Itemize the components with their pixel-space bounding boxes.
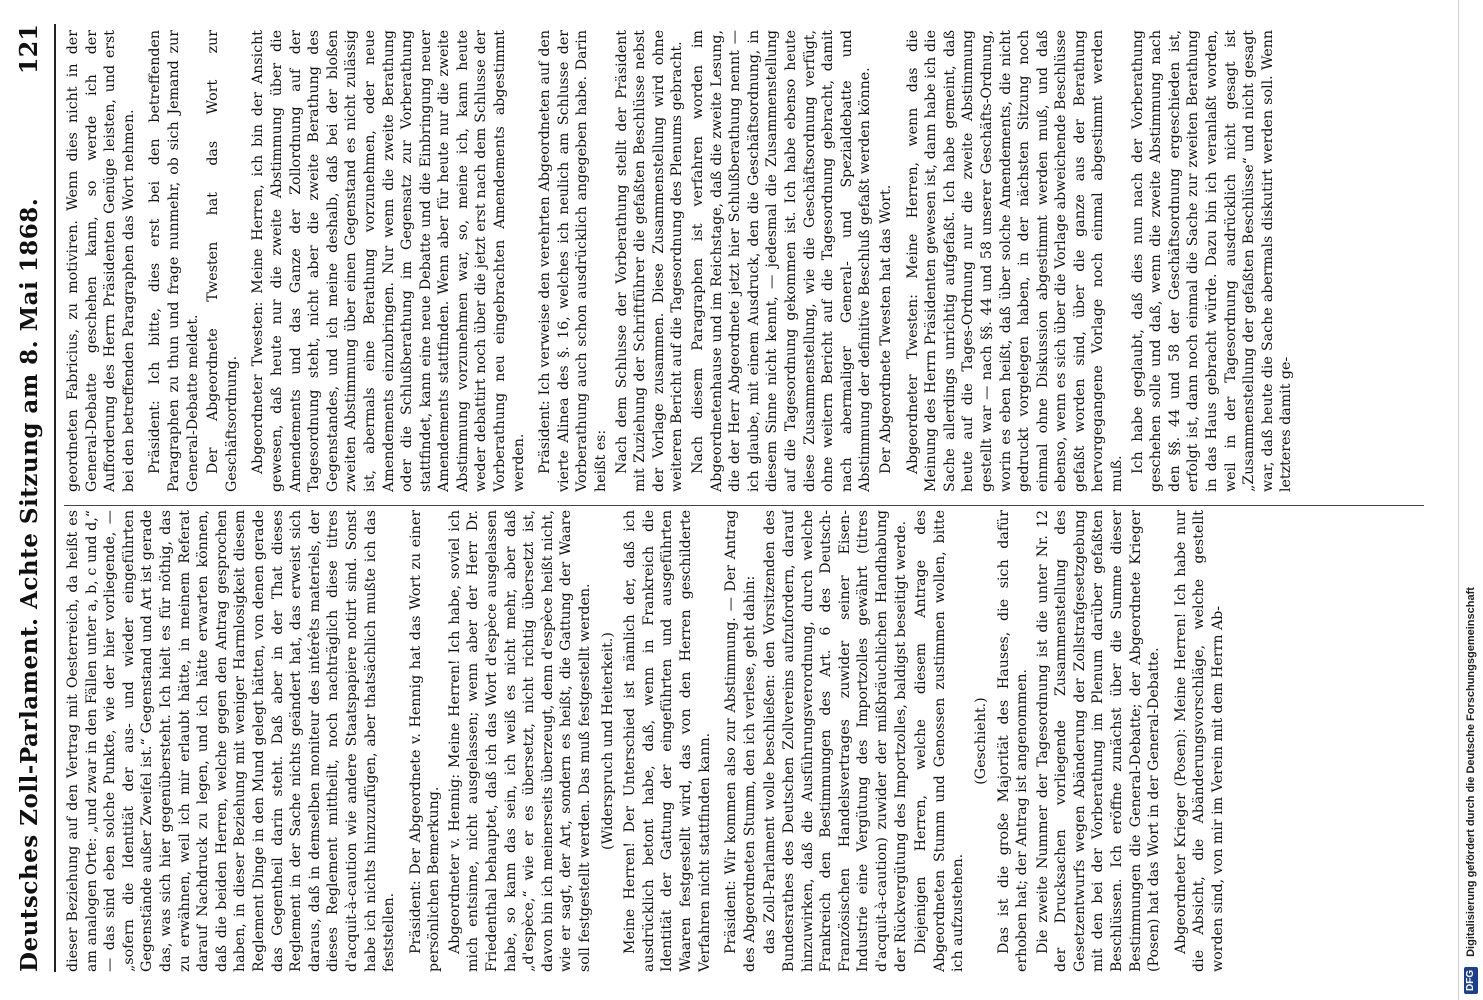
paragraph: Nach diesem Paragraphen ist verfahren worden im Abgeordnetenhause und im Reichstage, daß die zweite Lesung, die der Herr Abgeordnete jetzt hier Schlußberathung nennt — ich glaube, mit einem Ausdruck, den die Geschäftsordnung, in diesem Sinne nicht kennt, — jedesmal die Zusammenstellung auf die Tagesordnung gekommen ist. Ich habe ebenso heute diese Zusammenstellung, wie die Geschäftsordnung verfügt, ohne weitern Bericht auf die Tagesordnung gebracht, damit nach abermaliger General- und Spezialdebatte und Abstimmung der definitive Beschluß gefaßt werden könne. (690, 30, 874, 492)
stage-note: (Geschieht.) (972, 697, 989, 785)
right-column (64, 30, 1424, 492)
quoted-rule: Nach dem Schlusse der Vorberathung stellt der Präsident mit Zuziehung der Schriftführer die gefaßten Beschlüsse nebst der Vorlage zusammen. Diese Zusammenstellung wird ohne weiteren Bericht auf die Tagesordnung des Plenums gebracht. (613, 30, 686, 492)
paragraph: Präsident: Ich verweise den verehrten Abgeordneten auf den vierte Alinea des §. 16, welches ich neulich am Schlusse der Vorberathung auch schon ausdrücklich angegeben habe. Darin heißt es: (537, 30, 610, 492)
paragraph: Abgeordneter Krieger (Posen): Meine Herren! Ich habe nur die Absicht, die Abänderungsvorschläge, welche gestellt worden sind, von mir im Verein mit dem Herrn Ab- (1172, 510, 1227, 972)
paragraph: Das ist die große Majorität des Hauses, die sich dafür erhoben hat; der Antrag ist angenommen. (995, 510, 1031, 972)
paragraph: Abgeordneter v. Hennig: Meine Herren! Ich habe, soviel ich mich entsinne, nicht ausgelassen; wenn aber der Herr Dr. Friedenthal behauptet, daß ich das Wort d'espèce ausgelassen habe, so kann das sein, ich weiß es nicht mehr, aber daß „d'espèce,“ wie er es übersetzt, nicht richtig übersetzt ist, davon bin ich meinerseits überzeugt, denn d'espèce heißt nicht, wie er sagt, der Art, sondern es heißt, die Gattung der Waare soll festgestellt werden. Das muß festgestellt werden. (446, 510, 594, 972)
digitization-credit (1463, 4, 1479, 994)
paragraph: Diejenigen Herren, welche diesem Antrage des Abgeordneten Stumm und Genossen zustimmen wollen, bitte ich aufzustehen. (913, 510, 967, 972)
credit-text: Digitalisierung gefördert durch die Deutsche Forschungsgemeinschaft (1465, 587, 1477, 957)
paragraph: Abgeordneter Twesten: Meine Herren, wenn das die Meinung des Herrn Präsidenten gewesen ist, dann habe ich die Sache allerdings unrichtig aufgefaßt. Ich habe gemeint, daß heute auf die Tages-Ordnung nur die zweite Abstimmung gestellt war — nach §§. 44 und 58 unserer Geschäfts-Ordnung, worin es eben heißt, daß über solche Amendements, die nicht gedruckt vorgelegen haben, in der nächsten Sitzung noch einmal ohne Diskussion abgestimmt werden muß, und daß ebenso, wenn es sich über die Vorlage abweichende Beschlüsse gefaßt worden sind, über die ganze aus der Berathung hervorgegangene Vorlage noch einmal abgestimmt werden muß. (904, 30, 1126, 492)
page-header (14, 24, 56, 972)
digitization-credit-strip (1458, 0, 1483, 1000)
paragraph: Die zweite Nummer der Tagesordnung ist die unter Nr. 12 der Drucksachen vorliegende Zusammenstellung des Gesetzentwurfs wegen Abänderung der Zollstrafgesetzgebung mit den bei der Vorberathung im Plenum darüber gefaßten Beschlüssen. Ich eröffne zunächst über die Summe dieser Bestimmungen die General-Debatte; der Abgeordnete Krieger (Posen) hat das Wort in der General-Debatte. (1034, 510, 1163, 972)
paragraph: geordneten Fabricius, zu motiviren. Wenn dies nicht in der General-Debatte geschehen kann, so werde ich der Aufforderung des Herrn Präsidenten Genüge leisten, und erst bei den betreffenden Paragraphen das Wort nehmen. (65, 30, 137, 492)
paragraph: Präsident: Wir kommen also zur Abstimmung. — Der Antrag des Abgeordneten Stumm, den ich verlese, geht dahin: (723, 510, 758, 972)
quoted-motion: das Zoll-Parlament wolle beschließen: den Vorsitzenden des Bundesrathes des Deutschen Zollvereins aufzufordern, darauf hinzuwirken, daß die Ausführungsverordnung, durch welche Frankreich den Bestimmungen des Art. 6 des Deutsch-Französischen Handelsvertrages zuwider seiner Eisen-Industrie eine Vergütung des Importzolles gewährt (titres d'acquit-à-caution) zuwider der mißbräuchlichen Handhabung der Rückvergütung des Importzolles, baldigst beseitigt werde. (762, 510, 909, 972)
paragraph: Präsident: Der Abgeordnete v. Hennig hat das Wort zu einer persönlichen Bemerkung. (407, 510, 443, 972)
paragraph: Präsident: Ich bitte, dies erst bei den betreffenden Paragraphen zu thun und frage nunmehr, ob sich Jemand zur General-Debatte meldet. (147, 30, 201, 492)
paragraph: Meine Herren! Der Unterschied ist nämlich der, daß ich ausdrücklich betont habe, daß, wenn in Frankreich die Identität der Gattung der eingeführten und ausgeführten Waaren festgestellt wird, das von den Herren geschilderte Verfahren nicht stattfinden kann. (622, 510, 713, 972)
left-column (64, 510, 1424, 972)
paragraph: Abgeordneter Twesten: Meine Herren, ich bin der Ansicht gewesen, daß heute nur die zweite Abstimmung über die Amendements und das Ganze der Zollordnung auf der Tagesordnung steht, nicht aber die zweite Berathung des Gegenstandes, und ich meine deshalb, daß bei der bloßen zweiten Abstimmung über einen Gegenstand es nicht zulässig ist, abermals eine Berathung vorzunehmen, oder neue Amendements einzubringen. Nur wenn die zweite Berathung oder die Schlußberathung im Gegensatz zur Vorberathung stattfindet, kann eine neue Debatte und die Einbringung neuer Amendements stattfinden. Wenn aber für heute nur die zweite Abstimmung vorzunehmen war, so, meine ich, kann heute weder debattirt noch über die jetzt erst nach dem Schlusse der Vorberathung neu eingebrachten Amendements abgestimmt werden. (250, 30, 527, 492)
paragraph: Ich habe geglaubt, daß dies nun nach der Vorberathung geschehen solle und daß, wenn die zweite Abstimmung nach den §§. 44 und 58 der Geschäftsordnung ergeschieden ist, erfolgt ist, dann noch einmal die Sache zur zweiten Berathung in das Haus gebracht würde. Dazu bin ich veranlaßt worden, weil in der Tagesordnung ausdrücklich nicht gesagt ist „Zusammenstellung der gefaßten Beschlüsse“ und nicht gesagt war, daß heute die Sache abermals diskutirt werden soll. Wenn letzteres damit ge- (1129, 30, 1295, 492)
column-divider (64, 505, 1424, 506)
paragraph: Der Abgeordnete Twesten hat das Wort. (877, 184, 894, 474)
dfg-logo-icon: DFG (1464, 967, 1478, 994)
page-title: Deutsches Zoll-Parlament. Achte Sitzung am 8. Mai 1868. (16, 197, 43, 972)
page-number: 121 (14, 24, 43, 75)
stage-note: (Widerspruch und Heiterkeit.) (599, 632, 616, 850)
paragraph: Der Abgeordnete Twesten hat das Wort zur Geschäftsordnung. (205, 30, 240, 492)
paragraph: dieser Beziehung auf den Vertrag mit Oesterreich, da heißt es am analogen Orte: „und zwar in den Fällen unter a, b, c und d,“ — das sind eben solche Punkte, wie der hier vorliegende, — „sofern die Identität der aus- und wieder eingeführten Gegenstände außer Zweifel ist.“ Gegenstand und Art ist gerade das, was sich hier gegenübersteht. Ich hielt es für nöthig, das zu erwähnen, weil ich mir erlaubt hätte, in meinem Referat darauf Nachdruck zu legen, und ich hätte erwarten können, daß die beiden Herren, welche gegen den Antrag gesprochen haben, in dieser Beziehung mit weniger Harmlosigkeit diesem Reglement Dinge in den Mund gelegt hätten, von denen gerade das Gegentheil darin steht. Daß aber in der That dieses Reglement in der Sache nichts geändert hat, das erweist sich daraus, daß in demselben moniteur des intérêts materiels, der dieses Reglement mittheilt, noch nachträglich diese titres d'acquit-à-caution wie andere Staatspapiere notirt sind. Sonst habe ich nichts hinzuzufügen, aber thatsächlich mußte ich das feststellen. (65, 510, 398, 972)
